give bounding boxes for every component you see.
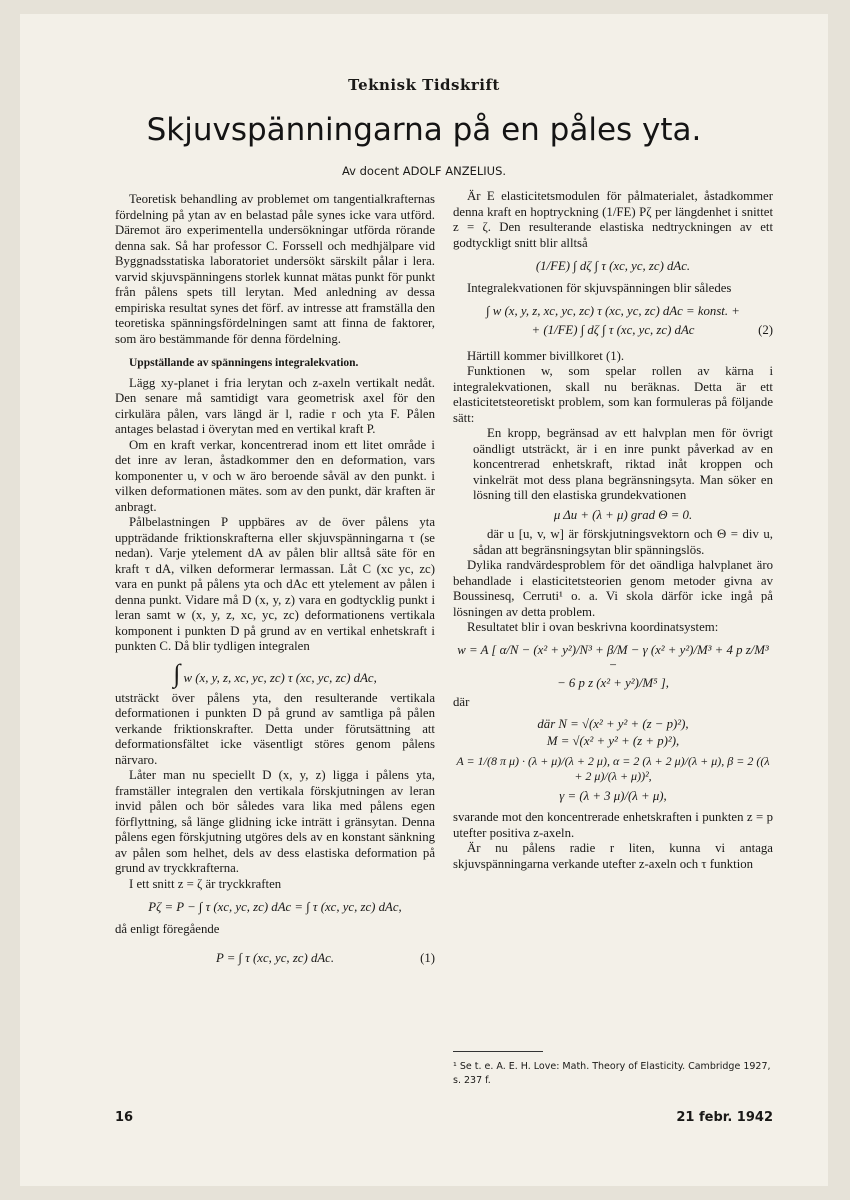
paragraph: då enligt föregående — [115, 921, 220, 936]
paragraph: svarande mot den koncentrerade enhetskraften i punkten z = p utefter positiva z-axeln. — [453, 810, 773, 840]
equation: μ Δu + (λ + μ) grad Θ = 0. — [553, 507, 693, 522]
paragraph: Om en kraft verkar, koncentrerad inom ett litet område i det inre av leran, åstadkommer den en deformation, vars komponenter u, v och w äro beroende såväl av den punkt. i vilken deformationen mätes. som av den punkt, där kraften är anbragt. — [115, 437, 435, 514]
equation: ∫ w (x, y, z, xc, yc, zc) τ (xc, yc, zc) dAc = konst. + — [486, 304, 740, 318]
equation: där N = √(x² + y² + (z − p)²), — [537, 716, 689, 731]
footnote-rule — [453, 1051, 543, 1052]
equation: − 6 p z (x² + y²)/M⁵ ], — [557, 675, 669, 690]
equation-body: P = ∫ τ (xc, yc, zc) dAc. — [215, 951, 335, 965]
equation-number: (1) — [420, 951, 435, 965]
paragraph: I ett snitt z = ζ är tryckkraften — [129, 876, 282, 891]
equation-numbered — [453, 323, 773, 343]
paragraph: Lägg xy-planet i fria lerytan och z-axeln vertikalt nedåt. Den senare må samtidigt vara geometrisk axel för den cirkulära pålen, vars längd är l, radie r och yta F. Pålen antages belastad i överytan med en vertikal kraft P. — [115, 375, 435, 436]
problem-statement — [473, 426, 773, 558]
paragraph: Integralekvationen för skjuvspänningen blir således — [467, 280, 732, 295]
paragraph: Dylika randvärdesproblem för det oändliga halvplanet äro behandlade i elasticitetsteorien genom metoder givna av Boussinesq, Cerruti¹ o. a. Vi skola därför icke ingå på lösningen av detta problem. — [453, 558, 773, 619]
paragraph: utsträckt över pålens yta, den resulterande vertikala deformationen i punkten D på grund av samtliga på pålen verkande friktionskrafter. Detta under förutsättning att deformationsfältet icke väsentligt störes genom pålens närvaro. — [115, 690, 435, 767]
equation-body: w (x, y, z, xc, yc, zc) τ (xc, yc, zc) dAc, — [183, 670, 377, 685]
paragraph: Resultatet blir i ovan beskrivna koordinatsystem: — [467, 620, 719, 634]
article-title: Skjuvspänningarna på en påles yta. — [146, 112, 702, 148]
section-heading: Uppställande av spänningens integralekvation. — [129, 357, 359, 369]
equation-numbered — [115, 951, 435, 971]
paragraph: Funktionen w, som spelar rollen av kärna i integralekvationen, skall nu beräknas. Detta är ett elasticitetsteoretiskt problem, som kan formuleras på följande sätt: — [453, 364, 773, 425]
equation: w = A [ α/N − (x² + y²)/N³ + β/M − γ (x² + y²)/M³ + 4 p z/M³ − — [457, 642, 769, 672]
paragraph: där u [u, v, w] är förskjutningsvektorn och Θ = div u, sådan att begränsningsytan blir spänningslös. — [473, 527, 773, 557]
right-column — [453, 189, 773, 872]
equation: γ = (λ + 3 μ)/(λ + μ), — [559, 788, 667, 803]
journal-page — [20, 14, 828, 1186]
paragraph: Är E elasticitetsmodulen för pålmaterialet, åstadkommer denna kraft en hoptryckning (1/FE) Pζ per längdenhet i snittet z = ζ. Den resulterande elastiska nedtryckningen av ett godtyckligt snitt blir alltså — [453, 189, 773, 250]
paragraph: Är nu pålens radie r liten, kunna vi antaga skjuvspänningarna verkande utefter z-axeln och τ funktion — [453, 841, 773, 871]
footnote: ¹ Se t. e. A. E. H. Love: Math. Theory of Elasticity. Cambridge 1927, s. 237 f. — [453, 1061, 771, 1086]
equation: M = √(x² + y² + (z + p)²), — [546, 734, 680, 748]
equation: Pζ = P − ∫ τ (xc, yc, zc) dAc = ∫ τ (xc, yc, zc) dAc, — [148, 900, 402, 914]
equation: A = 1/(8 π μ) · (λ + μ)/(λ + 2 μ), α = 2 (λ + 2 μ)/(λ + μ), β = 2 ((λ + 2 μ)/(λ + μ))², — [456, 753, 770, 783]
byline: Av docent ADOLF ANZELIUS. — [341, 164, 507, 178]
equation: (1/FE) ∫ dζ ∫ τ (xc, yc, zc) dAc. — [535, 259, 691, 273]
paragraph: En kropp, begränsad av ett halvplan men för övrigt oändligt utsträckt, är i en inre punkt påverkad av en koncentrerad enhetskraft, riktad inåt kroppen och vinkelrät mot dess plana begränsningsyta. Man söker en lösning till den elastiska grundekvationen — [473, 426, 773, 502]
equation-body: + (1/FE) ∫ dζ ∫ τ (xc, yc, zc) dAc — [531, 322, 695, 337]
paragraph: Härtill kommer bivillkoret (1). — [467, 348, 625, 363]
paragraph: Pålbelastningen P uppbäres av de över pålens yta uppträdande friktionskrafterna eller skjuvspänningarna τ (se nedan). Varje ytelement dA av pålen blir alltså säte för en kraft τ dA, vilken deformerar lermassan. Låt C (xc yc, zc) vara en punkt på pålens yta och dAc ett ytelement av pålen i denna punkt. Vidare må D (x, y, z) vara en godtycklig punkt i leran samt w (x, y, z, xc, yc, zc) deformationens vertikala komponent i punkten D på grund av en vertikal enhetskraft i punkten C. Då blir tydligen integralen — [115, 515, 435, 653]
left-column — [115, 192, 435, 974]
paragraph: där — [453, 695, 470, 709]
masthead: Teknisk Tidskrift — [348, 76, 500, 94]
equation — [115, 658, 435, 688]
integral-sign: ∫ — [173, 658, 181, 688]
page-number: 16 — [115, 1110, 134, 1125]
paragraph: Teoretisk behandling av problemet om tangentialkrafternas fördelning på ytan av en belastad påle synes icke vara utförd. Däremot äro experimentella undersökningar utförda rörande denna sak. Så har professor C. Forssell och medhjälpare vid Byggnadsstatiska laboratoriet undersökt särskilt pålar i lera. varvid skjuvspänningens storlek kunnat mätas punkt för punkt från pålens spets till lerytan. Med anledning av dessa empiriska resultat synes det förf. av intresse att framställa den teoretiska spänningsfördelningen samt att finna de faktorer, som äro bestämmande för denna fördelning. — [115, 192, 435, 346]
issue-date: 21 febr. 1942 — [676, 1110, 773, 1125]
equation-number: (2) — [758, 322, 773, 337]
paragraph: Låter man nu speciellt D (x, y, z) ligga i pålens yta, framställer integralen den vertikala förskjutningen av leran invid pålen och bör således vara lika med pålens egen förflyttning, så länge glidning icke inträtt i gränsytan. Denna pålens egen förskjutning utgöres dels av en konstant sänkning av pålen som helhet, dels av dess elastiska deformation på grund av tryckkrafterna. — [115, 768, 435, 875]
